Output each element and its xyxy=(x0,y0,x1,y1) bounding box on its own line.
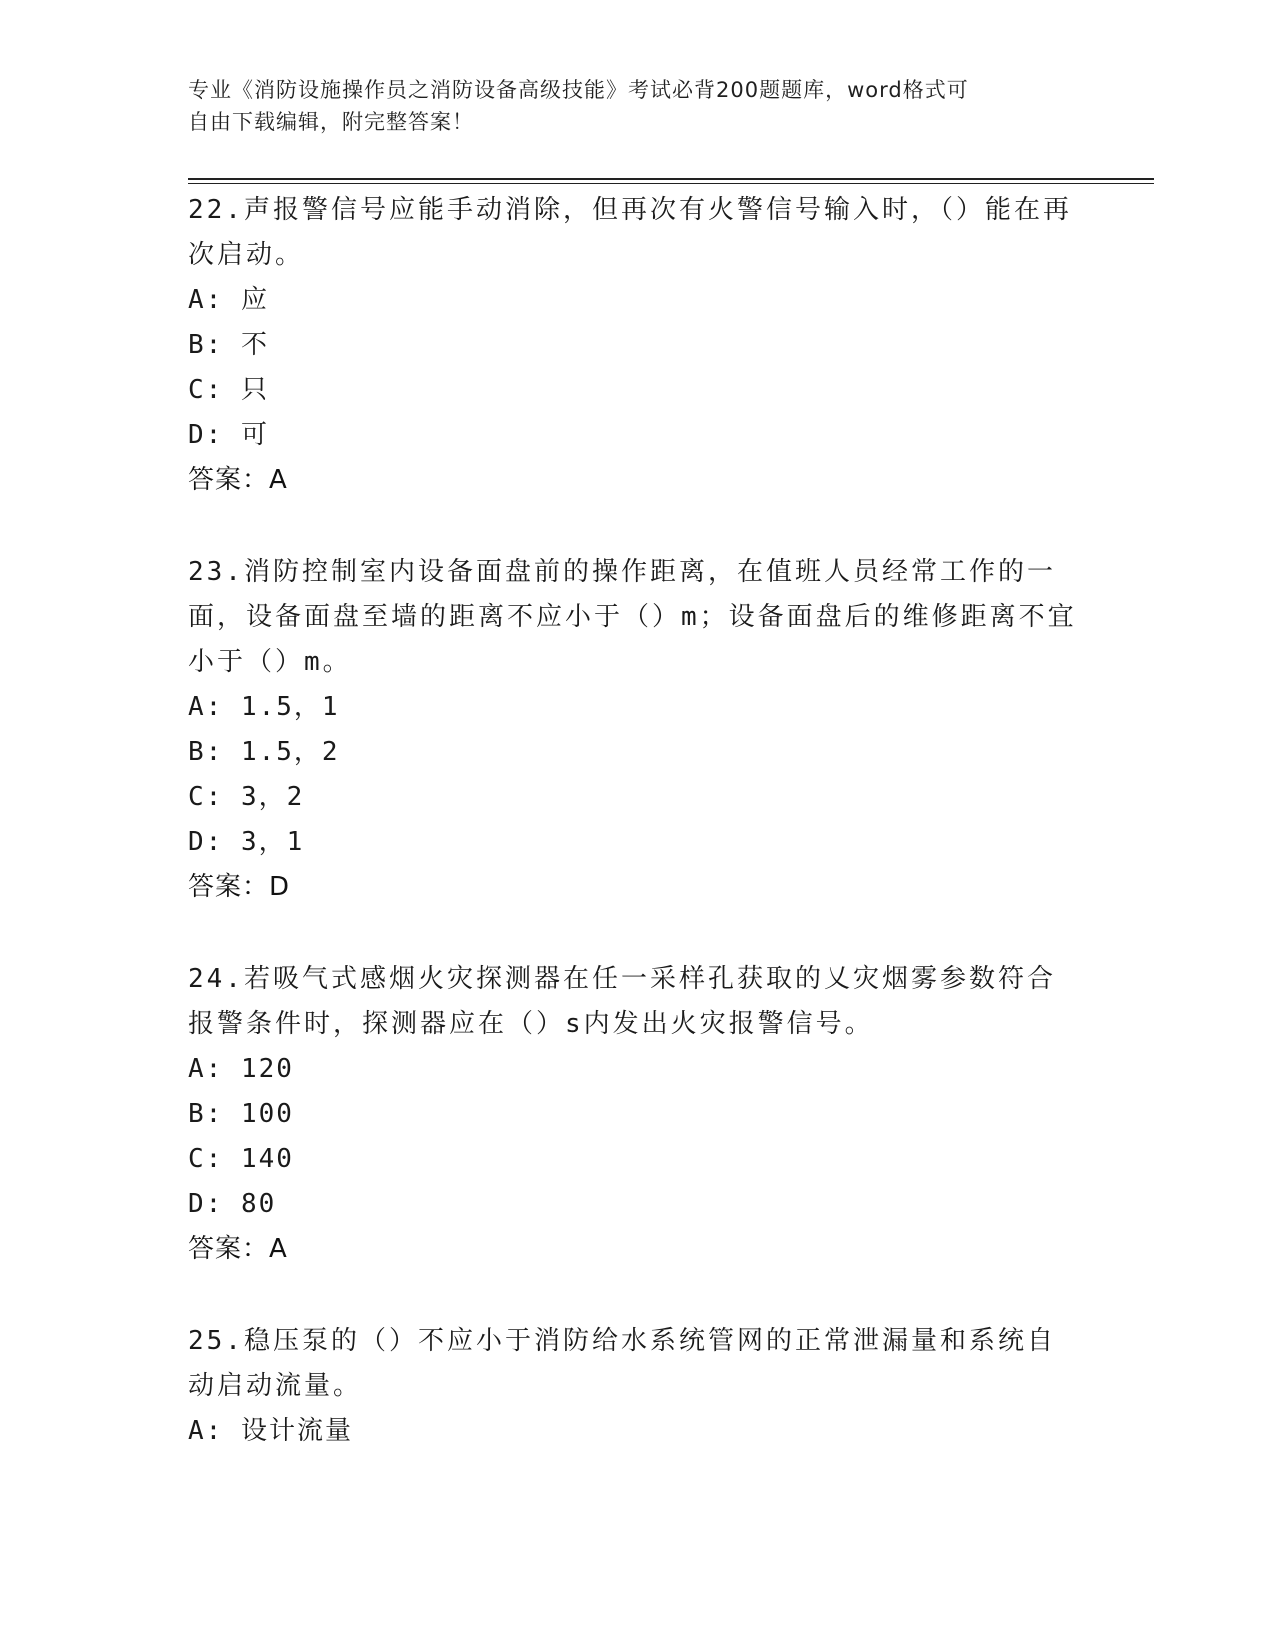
answer-line: 答案：D xyxy=(188,872,291,902)
question-stem: 23.消防控制室内设备面盘前的操作距离，在值班人员经常工作的一面，设备面盘至墙的距离不应小于（）m；设备面盘后的维修距离不宜小于（）m。 xyxy=(188,557,1077,677)
answer-line: 答案：A xyxy=(188,465,288,495)
option-d: D: 可 xyxy=(188,420,269,450)
answer-line: 答案：A xyxy=(188,1234,288,1264)
question-22 xyxy=(188,188,1078,502)
option-a: A: 应 xyxy=(188,285,269,315)
document-header xyxy=(188,74,1068,138)
question-stem: 22.声报警信号应能手动消除，但再次有火警信号输入时，（）能在再次启动。 xyxy=(188,195,1072,270)
option-c: C: 140 xyxy=(188,1144,294,1174)
option-a: A: 设计流量 xyxy=(188,1416,353,1446)
question-24 xyxy=(188,957,1078,1271)
question-list xyxy=(188,188,1078,1502)
option-c: C: 只 xyxy=(188,375,269,405)
option-a: A: 120 xyxy=(188,1054,294,1084)
option-d: D: 80 xyxy=(188,1189,277,1219)
option-d: D: 3，1 xyxy=(188,827,305,857)
option-c: C: 3，2 xyxy=(188,782,305,812)
option-b: B: 不 xyxy=(188,330,269,360)
question-stem: 25.稳压泵的（）不应小于消防给水系统管网的正常泄漏量和系统自动启动流量。 xyxy=(188,1326,1056,1401)
header-line-1: 专业《消防设施操作员之消防设备高级技能》考试必背200题题库，word格式可 xyxy=(188,78,969,102)
question-stem: 24.若吸气式感烟火灾探测器在任一采样孔获取的乂灾烟雾参数符合报警条件时，探测器应在（）s内发出火灾报警信号。 xyxy=(188,964,1056,1039)
option-b: B: 1.5，2 xyxy=(188,737,340,767)
header-line-2: 自由下载编辑，附完整答案！ xyxy=(188,110,474,134)
header-divider-thin xyxy=(188,183,1154,184)
question-23 xyxy=(188,550,1078,909)
question-25 xyxy=(188,1319,1078,1454)
option-b: B: 100 xyxy=(188,1099,294,1129)
option-a: A: 1.5，1 xyxy=(188,692,340,722)
header-divider-thick xyxy=(188,178,1154,180)
